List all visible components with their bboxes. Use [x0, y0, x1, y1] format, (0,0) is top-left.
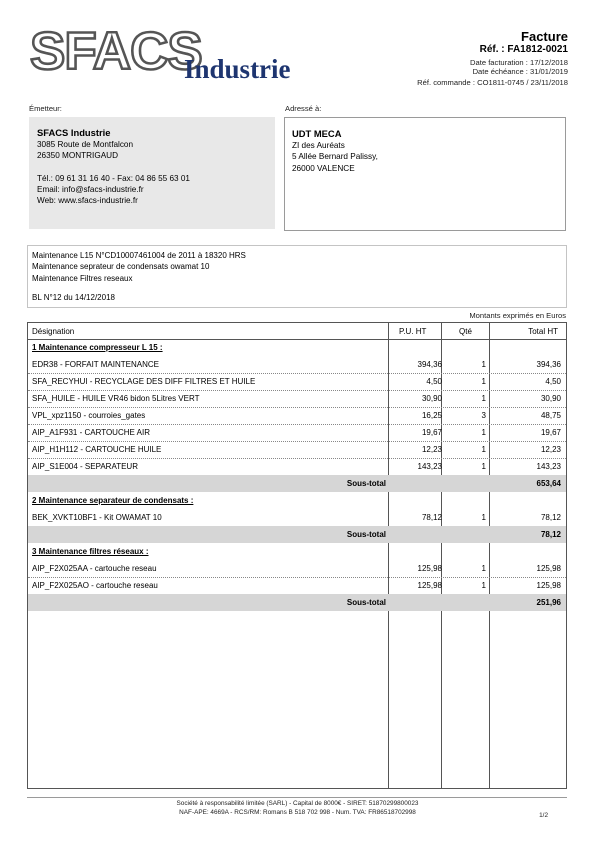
- item-total: 30,90: [540, 394, 561, 403]
- item-designation: AIP_F2X025AO - cartouche reseau: [32, 581, 158, 590]
- item-quantity: 1: [481, 394, 486, 403]
- table-row: [28, 356, 566, 374]
- table-row: [28, 390, 566, 408]
- item-unit-price: 12,23: [421, 445, 442, 454]
- item-quantity: 1: [481, 564, 486, 573]
- item-designation: AIP_A1F931 - CARTOUCHE AIR: [32, 428, 150, 437]
- logo-letters: SFACS: [30, 22, 202, 81]
- delivery-note: BL N°12 du 14/12/2018: [32, 292, 115, 302]
- table-row: [28, 560, 566, 578]
- addressee-address-line: ZI des Auréats: [292, 141, 345, 150]
- invoice-date: Date facturation : 17/12/2018: [470, 58, 568, 67]
- section-title: 1 Maintenance compresseur L 15 :: [32, 343, 163, 352]
- table-row: [28, 458, 566, 476]
- subtotal-amount: 653,64: [536, 479, 561, 488]
- logo-word: Industrie: [184, 54, 291, 84]
- header-designation: Désignation: [32, 327, 75, 336]
- item-unit-price: 19,67: [421, 428, 442, 437]
- invoice-description: [27, 245, 567, 308]
- emitter-email: Email: info@sfacs-industrie.fr: [37, 184, 144, 194]
- header-total: Total HT: [528, 327, 558, 336]
- section-heading-row: [28, 492, 566, 509]
- subtotal-amount: 78,12: [540, 530, 561, 539]
- header-qty: Qté: [459, 327, 472, 336]
- item-quantity: 1: [481, 581, 486, 590]
- emitter-phone-fax: Tél.: 09 61 31 16 40 - Fax: 04 86 55 63 01: [37, 173, 190, 183]
- currency-note: Montants exprimés en Euros: [469, 311, 566, 320]
- emitter-name: SFACS Industrie: [37, 127, 111, 138]
- footer-registration-line: NAF-APE: 4669A - RCS/RM: Romans B 518 702 998 - Num. TVA: FR86518702998: [179, 809, 416, 816]
- item-unit-price: 78,12: [421, 513, 442, 522]
- page-number: 1/2: [539, 812, 548, 819]
- item-designation: SFA_RECYHUI - RECYCLAGE DES DIFF FILTRES ET HUILE: [32, 377, 256, 386]
- item-designation: AIP_F2X025AA - cartouche reseau: [32, 564, 157, 573]
- subtotal-label: Sous-total: [346, 598, 386, 607]
- subtotal-row: [28, 594, 566, 611]
- item-designation: EDR38 - FORFAIT MAINTENANCE: [32, 360, 159, 369]
- item-total: 4,50: [545, 377, 561, 386]
- item-total: 125,98: [536, 581, 561, 590]
- footer-divider: [27, 797, 567, 798]
- table-row: [28, 373, 566, 391]
- footer-legal-line: Société à responsabilité limitée (SARL) - Capital de 8000€ - SIRET: 51870299800023: [176, 800, 419, 807]
- item-unit-price: 4,50: [426, 377, 442, 386]
- item-total: 78,12: [540, 513, 561, 522]
- description-line: Maintenance seprateur de condensats owamat 10: [32, 262, 210, 272]
- invoice-table: [27, 322, 567, 789]
- section-heading-row: [28, 339, 566, 356]
- emitter-city: 26350 MONTRIGAUD: [37, 151, 118, 161]
- addressee-label: Adressé à:: [285, 104, 322, 113]
- due-date: Date échéance : 31/01/2019: [472, 67, 568, 76]
- item-unit-price: 30,90: [421, 394, 442, 403]
- table-row: [28, 577, 566, 595]
- item-quantity: 1: [481, 462, 486, 471]
- emitter-box: [29, 117, 275, 229]
- subtotal-amount: 251,96: [536, 598, 561, 607]
- table-header: [28, 323, 566, 340]
- emitter-web: Web: www.sfacs-industrie.fr: [37, 196, 138, 206]
- item-unit-price: 394,36: [417, 360, 442, 369]
- item-total: 394,36: [536, 360, 561, 369]
- subtotal-label: Sous-total: [346, 479, 386, 488]
- description-line: Maintenance Filtres reseaux: [32, 273, 133, 283]
- item-total: 19,67: [540, 428, 561, 437]
- table-row: [28, 407, 566, 425]
- item-designation: AIP_H1H112 - CARTOUCHE HUILE: [32, 445, 162, 454]
- company-logo: [30, 22, 320, 90]
- item-unit-price: 16,25: [421, 411, 442, 420]
- table-row: [28, 424, 566, 442]
- invoice-reference: Réf. : FA1812-0021: [479, 44, 568, 55]
- section-title: 2 Maintenance separateur de condensats :: [32, 496, 194, 505]
- item-quantity: 1: [481, 513, 486, 522]
- item-designation: AIP_S1E004 - SEPARATEUR: [32, 462, 138, 471]
- item-total: 48,75: [540, 411, 561, 420]
- table-row: [28, 509, 566, 527]
- item-designation: SFA_HUILE - HUILE VR46 bidon 5Litres VERT: [32, 394, 200, 403]
- subtotal-row: [28, 526, 566, 543]
- subtotal-label: Sous-total: [346, 530, 386, 539]
- item-quantity: 1: [481, 377, 486, 386]
- subtotal-row: [28, 475, 566, 492]
- item-unit-price: 125,98: [417, 564, 442, 573]
- addressee-name: UDT MECA: [292, 128, 342, 139]
- emitter-address-line: 3085 Route de Montfalcon: [37, 140, 134, 149]
- item-quantity: 1: [481, 360, 486, 369]
- addressee-street: 5 Allée Bernard Palissy,: [292, 152, 378, 162]
- document-title: Facture: [521, 29, 568, 44]
- section-title: 3 Maintenance filtres réseaux :: [32, 547, 149, 556]
- description-line: Maintenance L15 N°CD10007461004 de 2011 à 18320 HRS: [32, 251, 246, 260]
- item-designation: VPL_xpz1150 - courroies_gates: [32, 411, 146, 420]
- emitter-label: Émetteur:: [29, 104, 62, 113]
- item-quantity: 1: [481, 445, 486, 454]
- addressee-city: 26000 VALENCE: [292, 163, 355, 173]
- item-unit-price: 125,98: [417, 581, 442, 590]
- item-quantity: 3: [481, 411, 486, 420]
- item-unit-price: 143,23: [417, 462, 442, 471]
- addressee-box: [284, 117, 566, 231]
- item-designation: BEK_XVKT10BF1 - Kit OWAMAT 10: [32, 513, 162, 522]
- section-heading-row: [28, 543, 566, 560]
- item-total: 12,23: [540, 445, 561, 454]
- header-unit-price: P.U. HT: [399, 327, 427, 336]
- table-row: [28, 441, 566, 459]
- item-total: 125,98: [536, 564, 561, 573]
- order-reference: Réf. commande : CO1811-0745 / 23/11/2018: [417, 78, 568, 87]
- item-total: 143,23: [536, 462, 561, 471]
- item-quantity: 1: [481, 428, 486, 437]
